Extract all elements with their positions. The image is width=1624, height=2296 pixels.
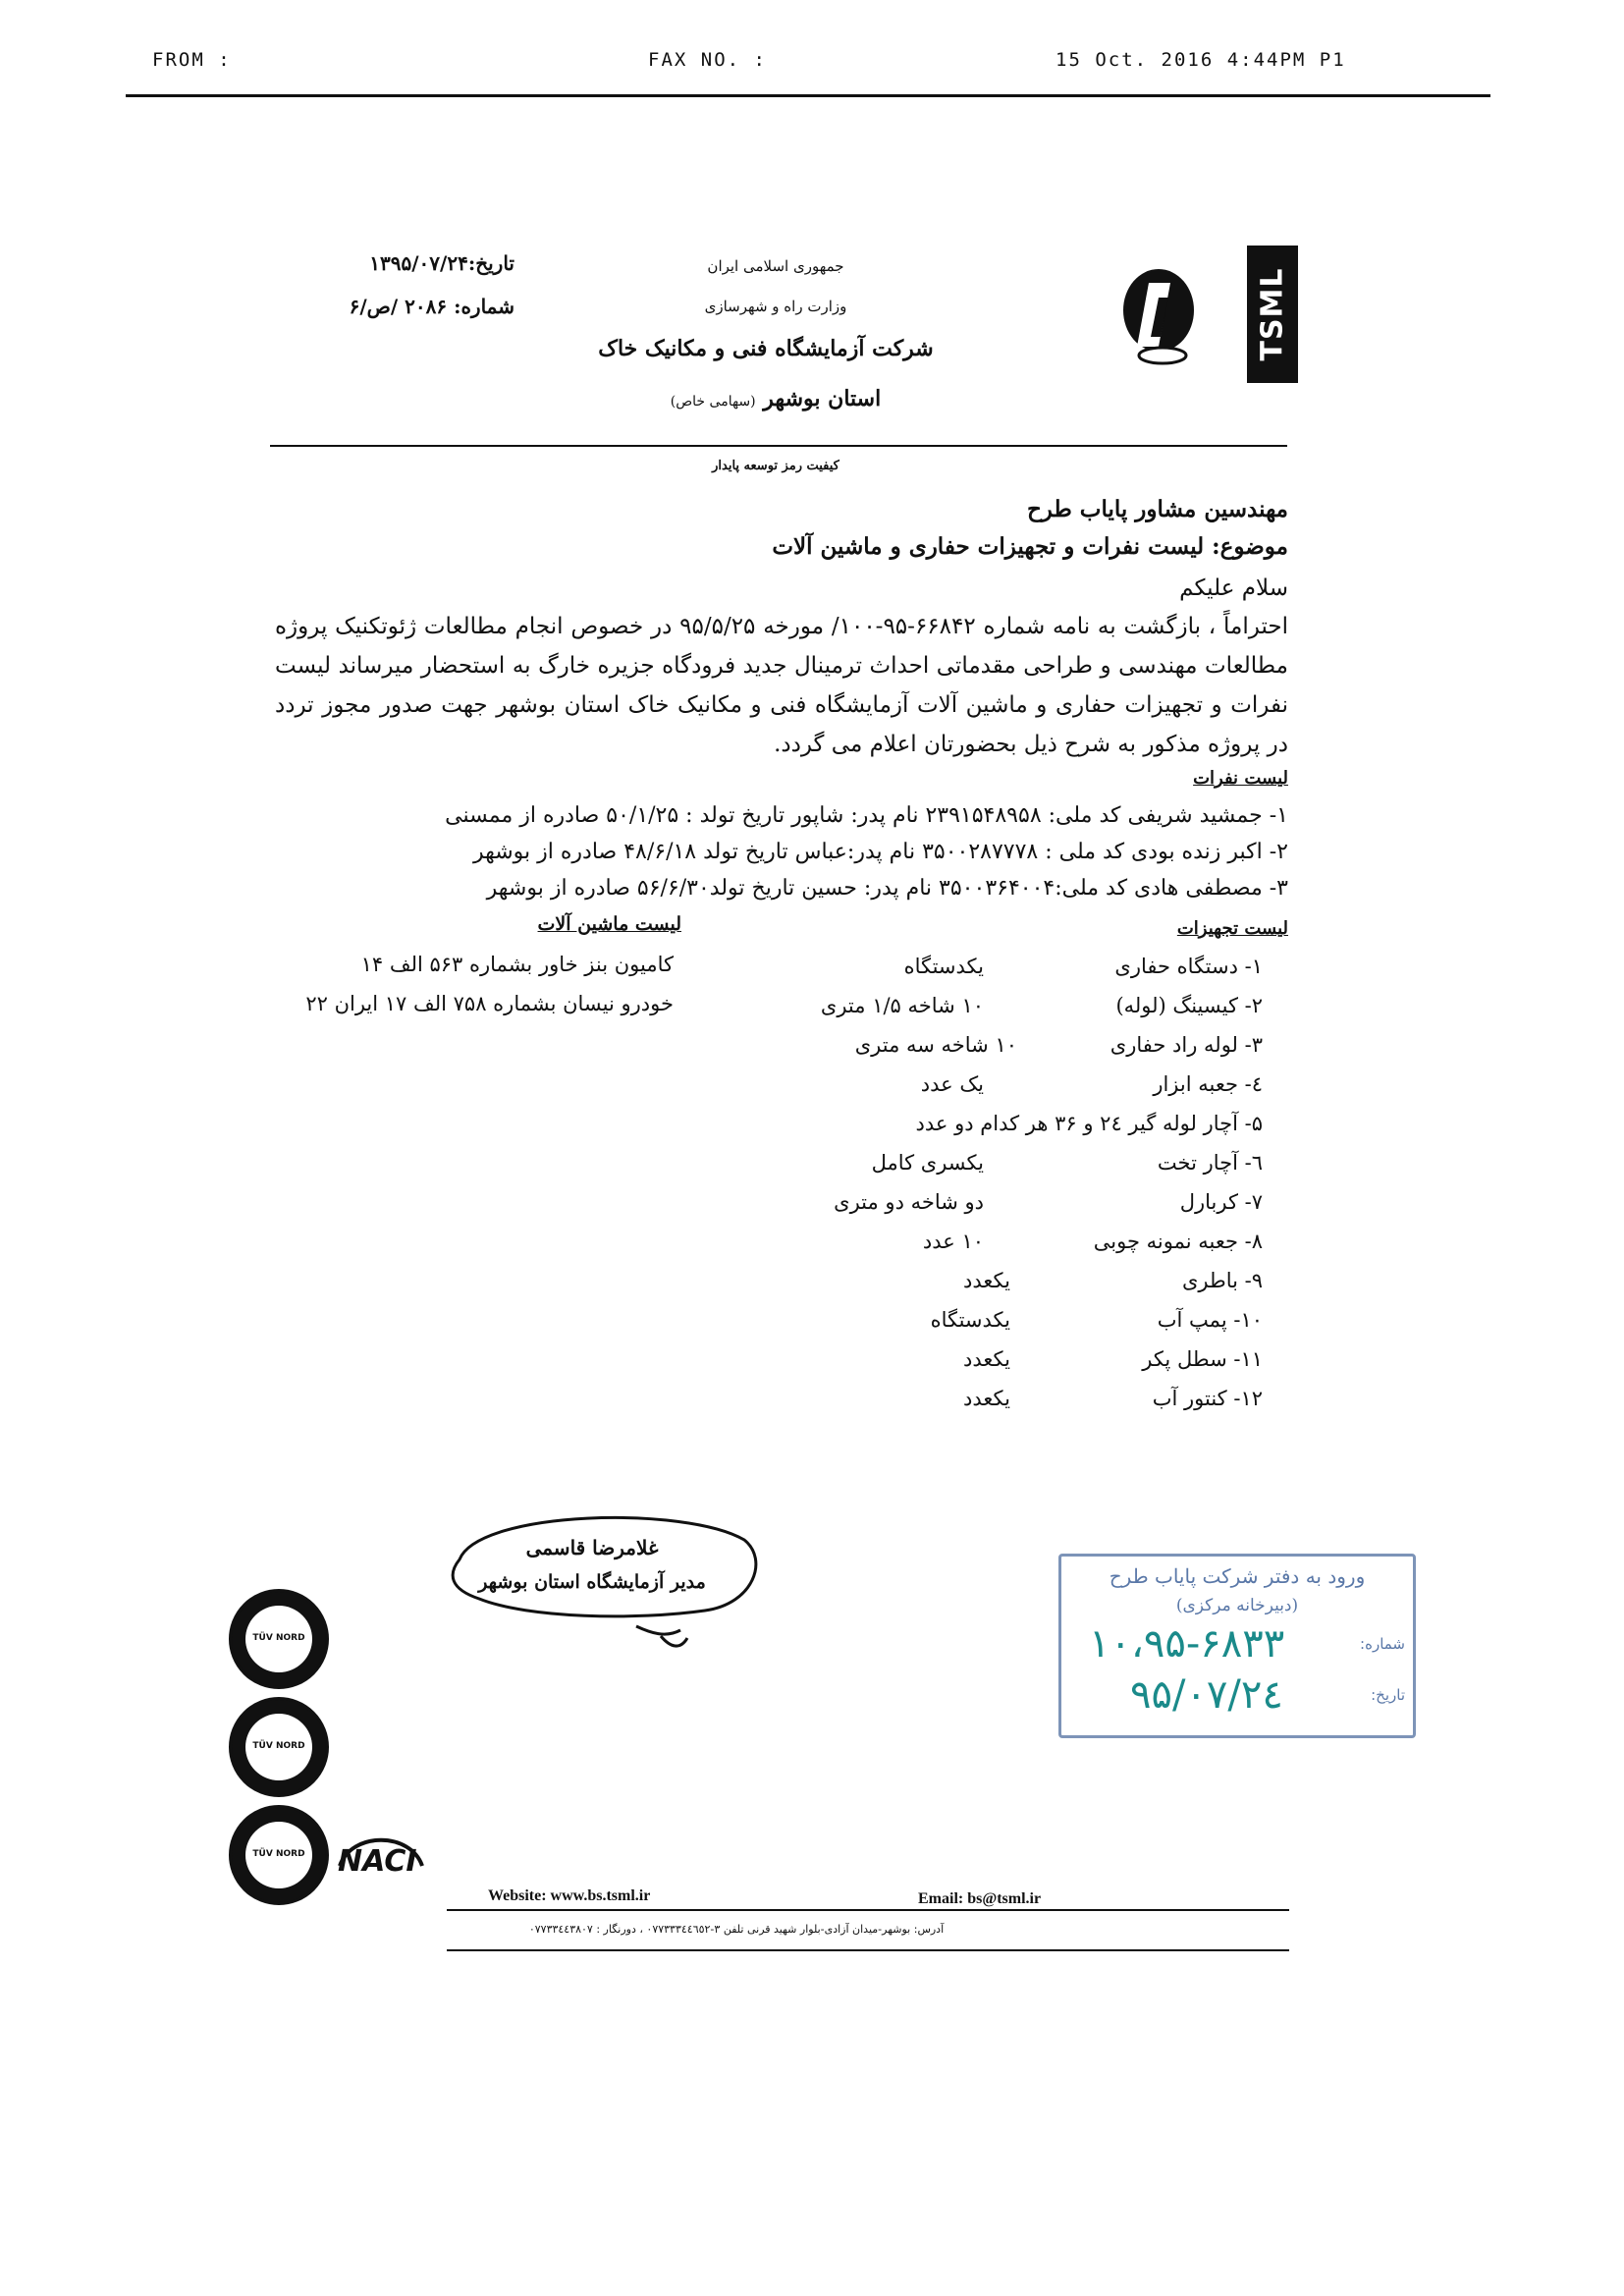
subject-text: لیست نفرات و تجهیزات حفاری و ماشین آلات [772, 533, 1205, 560]
country-name: جمهوری اسلامی ایران [707, 257, 844, 275]
equipment-qty-6: یکسری کامل [871, 1151, 984, 1175]
recipient: مهندسین مشاور پایاب طرح [1026, 496, 1288, 522]
ministry-name: وزارت راه و شهرسازی [704, 298, 847, 315]
fax-datetime: 15 Oct. 2016 4:44PM P1 [1056, 49, 1346, 71]
tuv-iso-badge-1 [229, 1589, 329, 1689]
footer-rule [447, 1909, 1289, 1911]
equipment-item-4: ٤- جعبه ابزار [1153, 1072, 1263, 1096]
tuv-badge-1-label: TÜV NORD [252, 1633, 305, 1643]
personnel-row-1: ۱- جمشید شریفی کد ملی: ۲۳۹۱۵۴۸۹۵۸ نام پدر: شاپور تاریخ تولد : ۵۰/۱/۲۵ صادره از ممسنی [445, 803, 1288, 828]
equipment-qty-3: ۱۰ شاخه سه متری [854, 1033, 1017, 1057]
tsml-logo-icon [1119, 253, 1198, 371]
equipment-item-1: ۱- دستگاه حفاری [1114, 955, 1263, 978]
letterhead-rule [270, 445, 1287, 447]
personnel-title: لیست نفرات [1193, 768, 1288, 789]
equipment-qty-12: یکعدد [963, 1387, 1010, 1410]
signatory-name: غلامرضا قاسمی [525, 1536, 659, 1559]
stamp-line-1: ورود به دفتر شرکت پایاب طرح [1109, 1564, 1366, 1588]
equipment-qty-4: یک عدد [920, 1072, 984, 1096]
footer-bottom-rule [447, 1949, 1289, 1951]
naci-logo-text: NACI [338, 1844, 417, 1879]
machinery-row-2: خودرو نیسان بشماره ۷۵۸ الف ۱۷ ایران ۲۲ [305, 992, 674, 1015]
machinery-title: لیست ماشین آلات [537, 913, 681, 935]
company-type: (سهامی خاص) [670, 394, 756, 410]
equipment-item-5: ۵- آچار لوله گیر ۲٤ و ۳۶ هر کدام دو عدد [915, 1112, 1263, 1135]
subject-label: موضوع: [1212, 533, 1288, 560]
signatory-title: مدیر آزمایشگاه استان بوشهر [478, 1571, 706, 1593]
equipment-qty-11: یکعدد [963, 1347, 1010, 1371]
stamp-number-label: شماره: [1360, 1635, 1405, 1653]
receipt-stamp [1058, 1554, 1416, 1738]
tuv-iso-badge-2 [229, 1697, 329, 1797]
footer-email: Email: bs@tsml.ir [918, 1890, 1042, 1907]
letter-date [369, 251, 514, 275]
stamp-date-label: تاریخ: [1371, 1686, 1405, 1704]
equipment-item-8: ۸- جعبه نمونه چوبی [1093, 1230, 1263, 1253]
signature-block [440, 1501, 764, 1658]
company-slogan: کیفیت رمز توسعه پایدار [712, 459, 839, 473]
equipment-qty-1: یکدستگاه [903, 955, 984, 978]
letter-body: احتراماً ، بازگشت به نامه شماره ۶۶۸۴۲-۹۵-۱۰۰/ مورخه ۹۵/۵/۲۵ در خصوص انجام مطالعات ژئوتکنیک پروژه مطالعات مهندسی و طراحی مقدماتی احداث ترمینال جدید فرودگاه جزیره خارگ به استحضار میرساند لیست نفرات و تجهیزات حفاری و ماشین آلات آزمایشگاه فنی و مکانیک خاک استان بوشهر جهت صدور مجوز تردد در پروژه مذکور به شرح ذیل بحضورتان اعلام می گردد. [275, 614, 1288, 757]
equipment-qty-7: دو شاخه دو متری [834, 1190, 984, 1214]
equipment-qty-10: یکدستگاه [930, 1308, 1010, 1332]
equipment-item-11: ۱۱- سطل پکر [1142, 1347, 1263, 1371]
tsml-logo-box [1247, 246, 1298, 383]
stamp-number-value: ۱۰،۹۵-۶۸۳۳ [1089, 1621, 1285, 1667]
personnel-row-2: ۲- اکبر زنده بودی کد ملی : ۳۵۰۰۲۸۷۷۷۸ نام پدر:عباس تاریخ تولد ۴۸/۶/۱۸ صادره از بوشهر [472, 840, 1288, 864]
number-label: شماره: [454, 295, 514, 318]
equipment-title: لیست تجهیزات [1176, 918, 1288, 939]
date-value: ۱۳۹۵/۰۷/۲۴ [369, 251, 468, 275]
tsml-logo-text: TSML [1255, 267, 1290, 361]
equipment-qty-2: ۱۰ شاخه ۱/۵ متری [820, 994, 984, 1017]
greeting: سلام علیکم [1179, 575, 1288, 601]
footer-website: Website: www.bs.tsml.ir [488, 1887, 651, 1904]
equipment-item-10: ۱۰- پمپ آب [1157, 1308, 1263, 1332]
tuv-badge-2-label: TÜV NORD [252, 1741, 305, 1751]
letter-number [350, 295, 514, 318]
equipment-qty-8: ۱۰ عدد [922, 1230, 984, 1253]
tuv-badge-3-label: TÜV NORD [252, 1849, 305, 1859]
equipment-qty-9: یکعدد [963, 1269, 1010, 1292]
equipment-item-6: ٦- آچار تخت [1157, 1151, 1263, 1175]
company-name: شرکت آزمایشگاه فنی و مکانیک خاک [598, 336, 934, 361]
stamp-date-value: ۹۵/۰۷/۲٤ [1130, 1672, 1283, 1718]
equipment-item-2: ۲- کیسینگ (لوله) [1115, 994, 1263, 1017]
province-line [609, 386, 943, 411]
equipment-item-7: ۷- کربارل [1179, 1190, 1263, 1214]
subject-line [772, 533, 1288, 560]
footer-address: آدرس: بوشهر-میدان آزادی-بلوار شهید قرنی تلفن ۳-۰۷۷۳۳۳٤٤٦٥٢ ، دورنگار : ۰۷۷۳۳٤٤٣٨٠٧ [528, 1923, 945, 1936]
fax-number-label: FAX NO. : [648, 49, 767, 71]
machinery-row-1: کامیون بنز خاور بشماره ۵۶۳ الف ۱۴ [360, 953, 674, 976]
number-value: ۲۰۸۶ /ص/۶ [349, 295, 448, 318]
tuv-iso-badge-3 [229, 1805, 329, 1905]
equipment-item-9: ۹- باطری [1181, 1269, 1263, 1292]
equipment-item-3: ۳- لوله راد حفاری [1110, 1033, 1263, 1057]
fax-from-label: FROM : [152, 49, 232, 71]
fax-header-rule [126, 94, 1490, 97]
stamp-line-2: (دبیرخانه مرکزی) [1175, 1596, 1299, 1615]
equipment-item-12: ۱۲- کنتور آب [1152, 1387, 1263, 1410]
date-label: تاریخ: [467, 251, 514, 275]
province-name: استان بوشهر [763, 386, 882, 411]
naci-logo-icon [332, 1827, 430, 1886]
personnel-row-3: ۳- مصطفی هادی کد ملی:۳۵۰۰۳۶۴۰۰۴ نام پدر: حسین تاریخ تولد۵۶/۶/۳۰ صادره از بوشهر [486, 876, 1288, 901]
